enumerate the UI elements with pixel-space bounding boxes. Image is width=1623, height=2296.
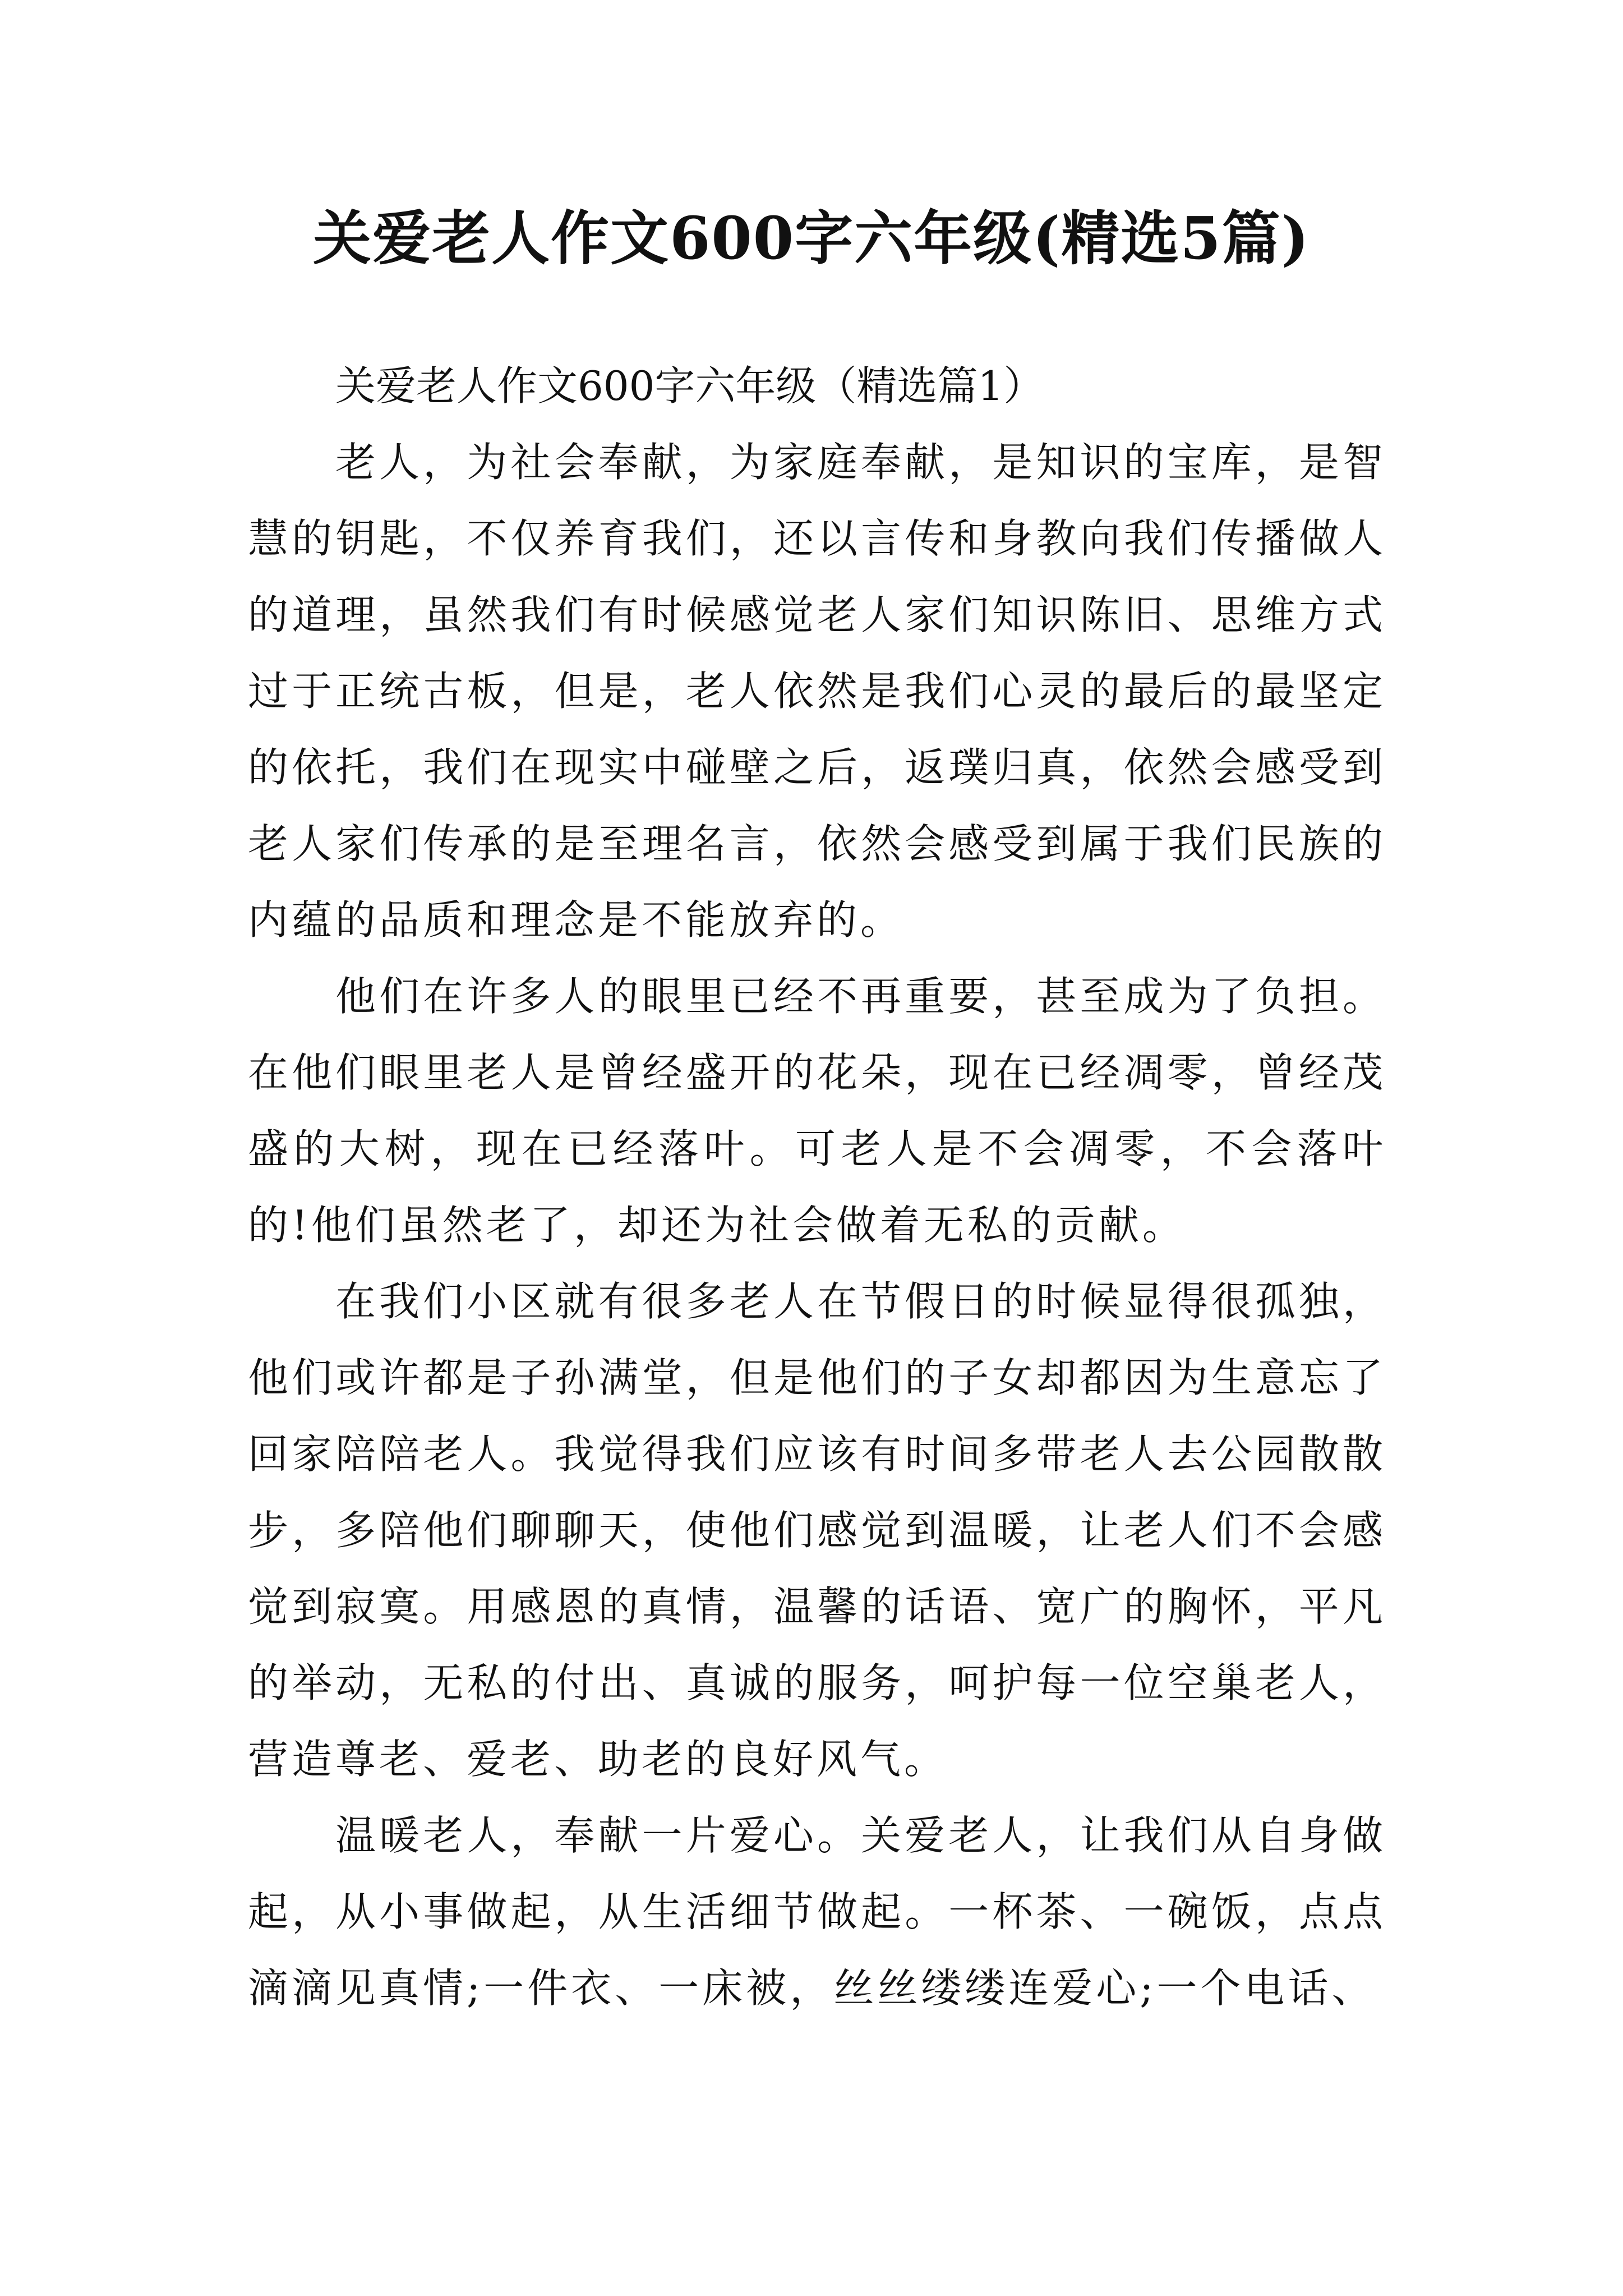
paragraph-1: 老人，为社会奉献，为家庭奉献，是知识的宝库，是智慧的钥匙，不仅养育我们，还以言传和身教向我们传播做人的道理，虽然我们有时候感觉老人家们知识陈旧、思维方式过于正统古板，但是，老人依然是我们心灵的最后的最坚定的依托，我们在现实中碰壁之后，返璞归真，依然会感受到老人家们传承的是至理名言，依然会感受到属于我们民族的内蕴的品质和理念是不能放弃的。 <box>248 439 1386 944</box>
paragraph-4: 温暖老人，奉献一片爱心。关爱老人，让我们从自身做起，从小事做起，从生活细节做起。一杯茶、一碗饭，点点滴滴见真情;一件衣、一床被，丝丝缕缕连爱心;一个电话、 <box>248 1812 1386 2012</box>
paragraph-2: 他们在许多人的眼里已经不再重要，甚至成为了负担。在他们眼里老人是曾经盛开的花朵，现在已经凋零，曾经茂盛的大树，现在已经落叶。可老人是不会凋零，不会落叶的!他们虽然老了，却还为社会做着无私的贡献。 <box>248 973 1386 1249</box>
paragraph-3: 在我们小区就有很多老人在节假日的时候显得很孤独，他们或许都是子孙满堂，但是他们的子女却都因为生意忘了回家陪陪老人。我觉得我们应该有时间多带老人去公园散散步，多陪他们聊聊天，使他们感觉到温暖，让老人们不会感觉到寂寞。用感恩的真情，温馨的话语、宽广的胸怀，平凡的举动，无私的付出、真诚的服务，呵护每一位空巢老人，营造尊老、爱老、助老的良好风气。 <box>248 1278 1386 1783</box>
document-body <box>248 348 1386 2026</box>
document-title: 关爱老人作文600字六年级(精选5篇) <box>313 204 1310 273</box>
section-subtitle: 关爱老人作文600字六年级（精选篇1） <box>335 362 1044 409</box>
